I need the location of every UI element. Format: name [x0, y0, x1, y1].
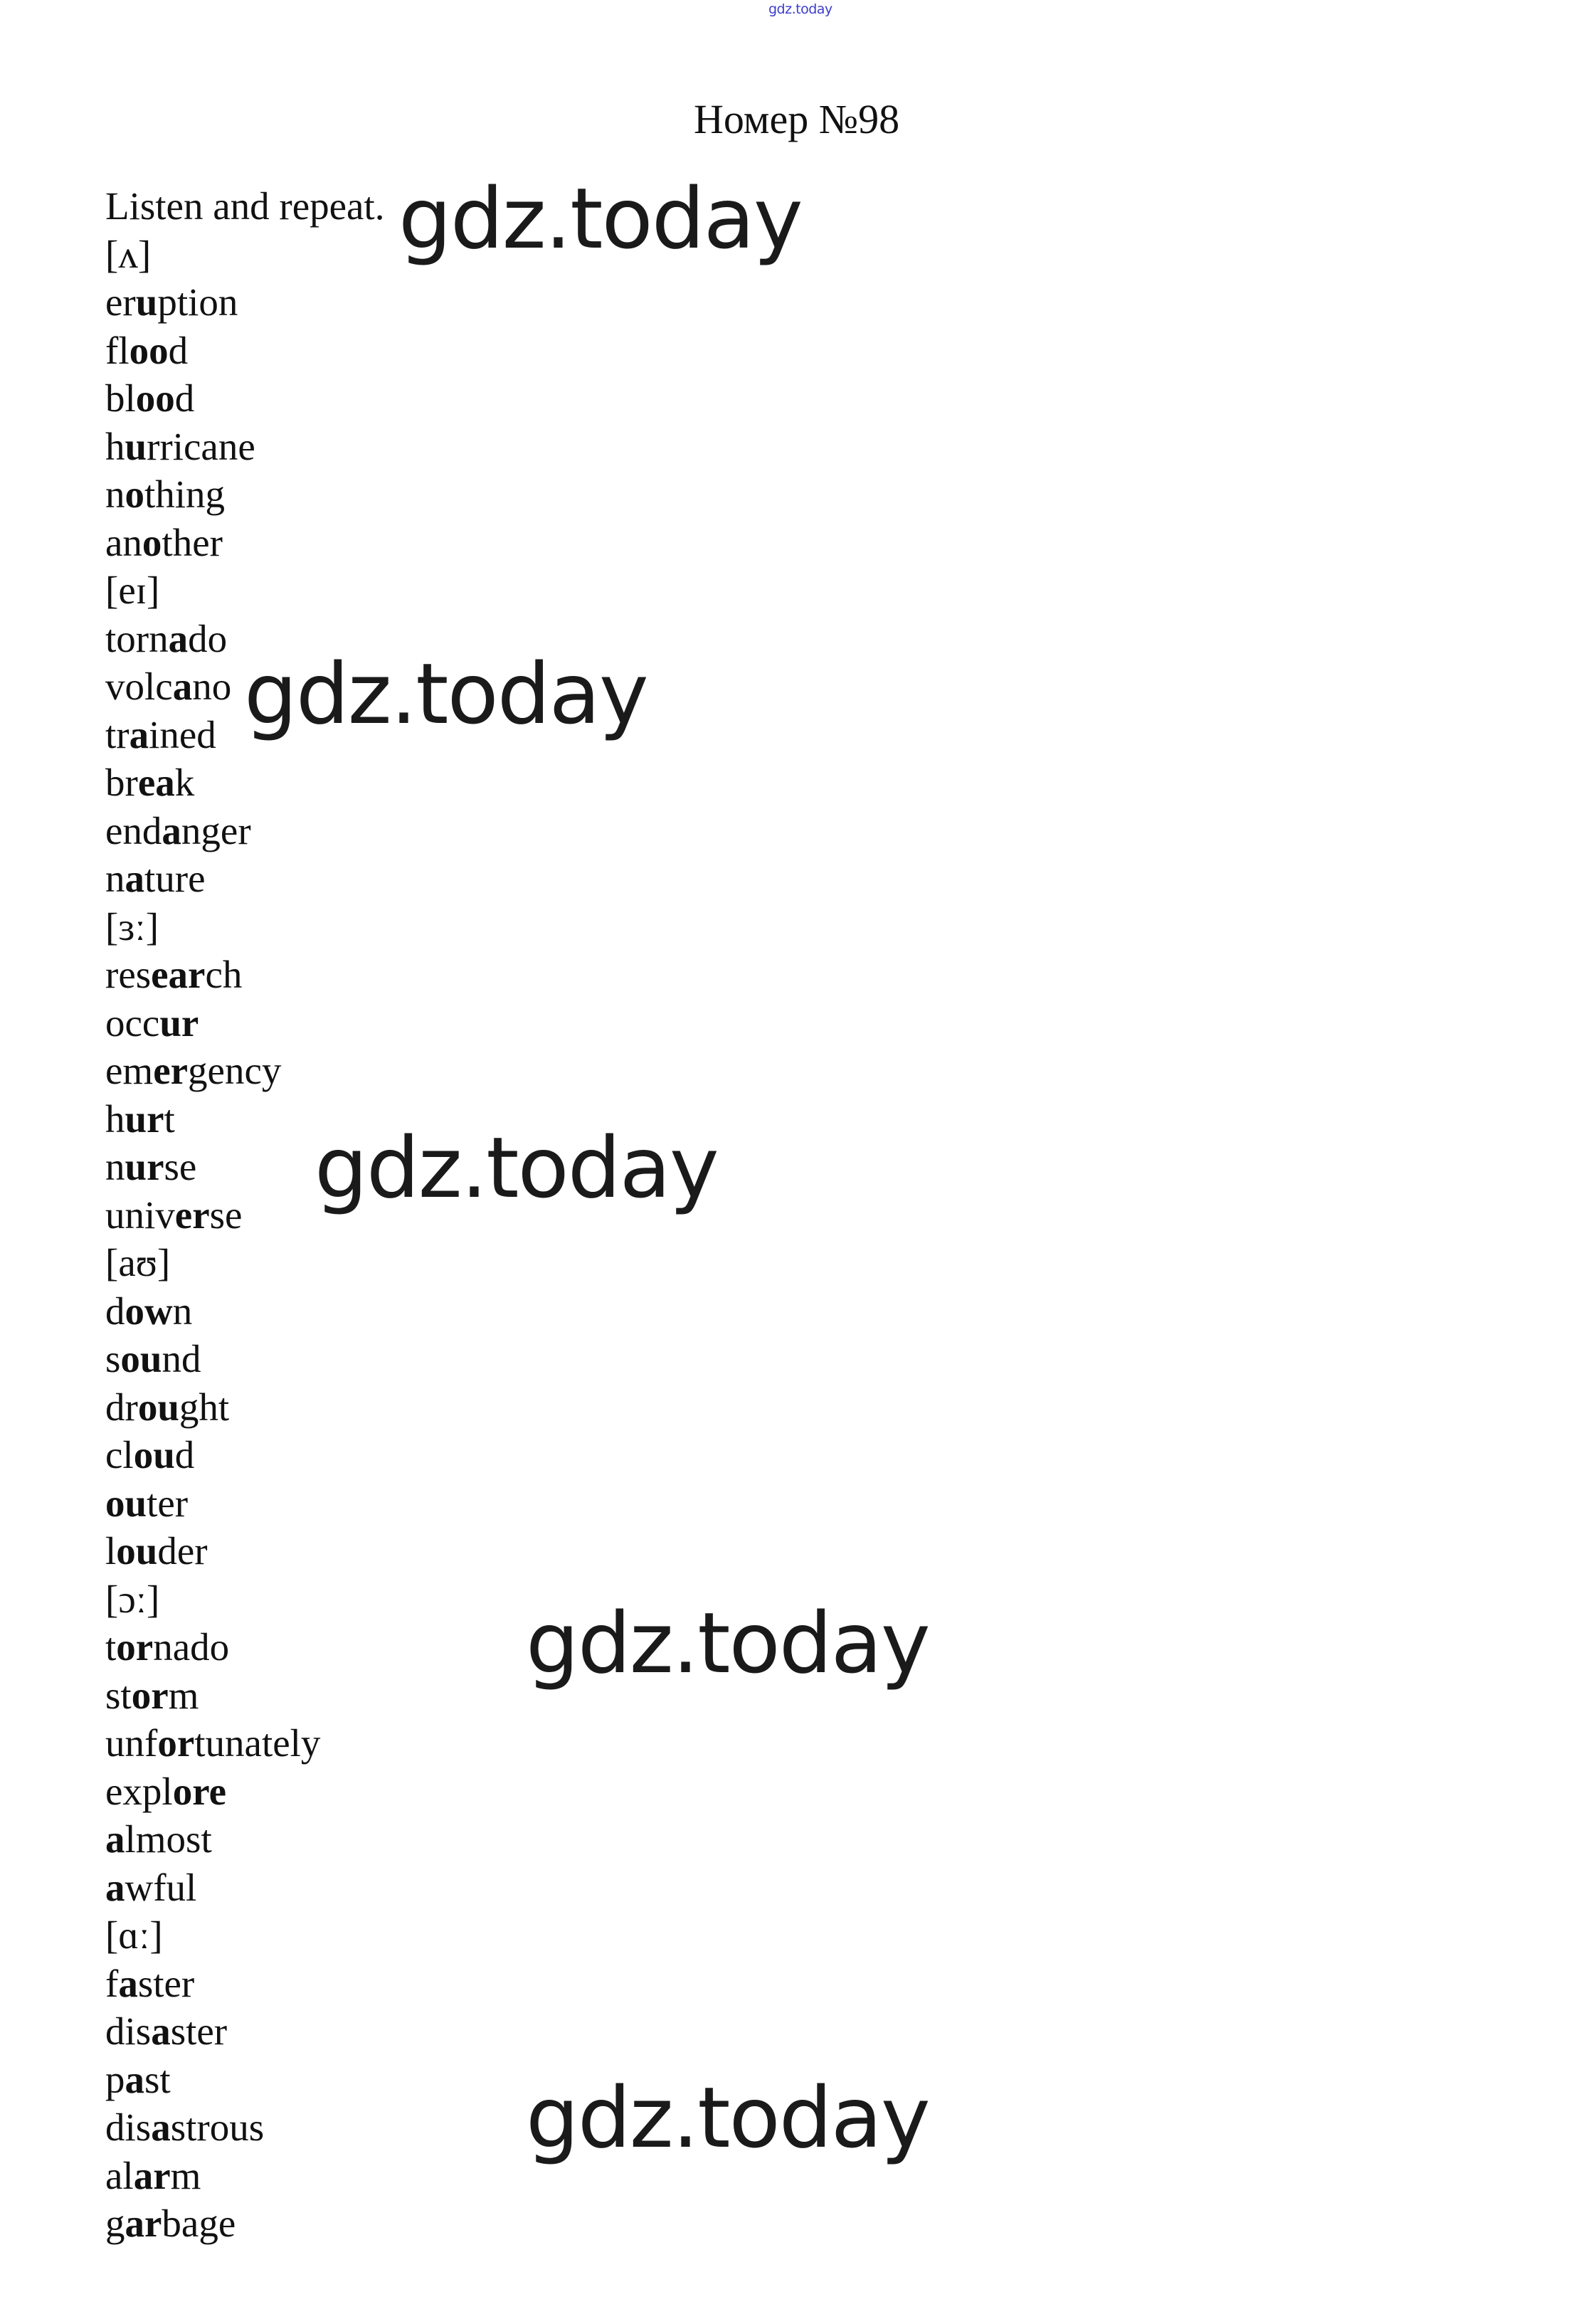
word-part: Listen and repeat. [105, 184, 385, 228]
word-part: [ɔː] [105, 1577, 160, 1621]
highlighted-letters: a [151, 2009, 171, 2053]
word-part: wful [125, 1865, 197, 1909]
word-part: [aʊ] [105, 1241, 171, 1284]
sound-heading [105, 903, 384, 951]
list-item [105, 1623, 384, 1671]
word-part: ght [179, 1385, 230, 1429]
word-part: ster [170, 2009, 228, 2053]
list-item [105, 1287, 384, 1336]
word-part: dis [105, 2009, 152, 2053]
sound-heading [105, 1239, 384, 1287]
sound-heading [105, 566, 384, 615]
word-part: s [105, 1337, 121, 1380]
highlighted-letters: ou [120, 1337, 162, 1380]
word-part: g [105, 2202, 125, 2245]
sound-heading [105, 1575, 384, 1624]
word-part: k [174, 761, 195, 804]
word-part: gency [188, 1049, 282, 1092]
list-item [105, 1815, 384, 1864]
word-part: fl [105, 328, 130, 372]
word-part: f [105, 1961, 119, 2005]
word-part: bage [162, 2202, 236, 2245]
highlighted-letters: ur [159, 1000, 199, 1045]
word-part: d [174, 376, 195, 420]
word-part: se [164, 1145, 197, 1188]
list-item [105, 2056, 384, 2104]
word-part: rricane [147, 424, 255, 468]
word-part: tunately [194, 1721, 321, 1765]
list-item [105, 2199, 384, 2248]
word-part: nger [181, 808, 251, 852]
highlighted-letters: a [168, 616, 189, 660]
highlighted-letters: ou [133, 1433, 175, 1476]
word-part: cl [105, 1433, 134, 1476]
word-part: [ɜː] [105, 904, 159, 948]
word-part: tr [105, 712, 130, 756]
highlighted-letters: u [135, 280, 158, 324]
word-part: do [188, 616, 228, 660]
word-part: der [157, 1529, 208, 1573]
highlighted-letters: o [125, 472, 144, 516]
highlighted-letters: ear [151, 953, 206, 996]
word-part: strous [170, 2105, 265, 2149]
list-item [105, 1864, 384, 1912]
highlighted-letters: or [131, 1673, 169, 1717]
highlighted-letters: er [174, 1193, 210, 1237]
word-part: torn [105, 616, 169, 660]
word-part: volc [105, 665, 173, 708]
word-part: n [172, 1289, 193, 1333]
highlighted-letters: er [153, 1049, 189, 1092]
word-part: ture [144, 857, 206, 900]
word-part: ined [149, 712, 216, 756]
word-part: nd [162, 1337, 201, 1380]
word-part: st [144, 2057, 171, 2101]
highlighted-letters: ou [137, 1385, 179, 1429]
word-part: end [105, 808, 162, 852]
word-part: unf [105, 1721, 158, 1765]
word-part: ch [205, 953, 243, 996]
word-part: se [209, 1193, 243, 1237]
list-item [105, 951, 384, 999]
sound-heading [105, 1911, 384, 1960]
highlighted-letters: ou [105, 1481, 147, 1525]
highlighted-letters: a [105, 1817, 125, 1861]
highlighted-letters: a [151, 2105, 171, 2149]
word-part: h [105, 424, 125, 468]
highlighted-letters: ur [125, 1096, 164, 1141]
word-part: m [170, 2153, 201, 2197]
word-part: nado [153, 1625, 230, 1669]
list-item [105, 2007, 384, 2056]
word-part: em [105, 1049, 154, 1092]
list-item [105, 1527, 384, 1575]
list-item [105, 2103, 384, 2152]
highlighted-letters: ou [116, 1529, 158, 1573]
highlighted-letters: ar [125, 2202, 162, 2245]
list-item [105, 759, 384, 807]
highlighted-letters: a [118, 1961, 138, 2005]
word-part: dr [105, 1385, 138, 1429]
word-part: dis [105, 2105, 152, 2149]
word-part: t [164, 1096, 175, 1141]
list-item [105, 374, 384, 423]
word-part: er [105, 280, 136, 324]
word-part: n [105, 472, 125, 516]
highlighted-letters: ar [133, 2153, 171, 2197]
word-part: [eɪ] [105, 569, 160, 612]
highlighted-letters: a [172, 665, 193, 708]
list-item [105, 423, 384, 471]
instruction-text [105, 182, 384, 231]
list-item [105, 1431, 384, 1479]
watermark: gdz.today [526, 2068, 929, 2167]
word-part: ster [137, 1961, 195, 2005]
highlighted-letters: ea [137, 761, 175, 804]
highlighted-letters: o [142, 520, 162, 564]
word-part: expl [105, 1769, 173, 1813]
highlighted-letters: oo [135, 376, 175, 420]
highlighted-letters: or [116, 1625, 154, 1669]
word-part: no [192, 665, 232, 708]
word-part: p [105, 2057, 125, 2101]
highlighted-letters: a [125, 857, 144, 900]
word-part: thing [144, 472, 226, 516]
word-part: al [105, 2153, 134, 2197]
watermark: gdz.today [244, 645, 648, 743]
word-part: ption [157, 280, 238, 324]
list-item [105, 519, 384, 567]
word-part: ther [162, 520, 223, 564]
highlighted-letters: a [129, 712, 149, 756]
highlighted-letters: a [125, 2057, 144, 2101]
highlighted-letters: ore [172, 1769, 227, 1813]
list-item [105, 1479, 384, 1528]
list-item [105, 807, 384, 855]
word-part: t [105, 1625, 117, 1669]
word-part: res [105, 953, 152, 996]
list-item [105, 855, 384, 903]
word-part: univ [105, 1193, 175, 1237]
list-item [105, 1335, 384, 1383]
word-part: d [168, 328, 189, 372]
list-item [105, 999, 384, 1047]
word-part: st [105, 1673, 132, 1717]
highlighted-letters: a [105, 1865, 125, 1909]
word-part: d [105, 1289, 125, 1333]
list-item [105, 278, 384, 327]
highlighted-letters: ur [125, 1145, 164, 1188]
watermark: gdz.today [526, 1594, 929, 1692]
word-part: n [105, 1145, 125, 1188]
list-item [105, 2152, 384, 2200]
highlighted-letters: ow [125, 1289, 173, 1333]
list-item [105, 1719, 384, 1767]
page-title: Номер №98 [694, 96, 900, 142]
highlighted-letters: or [157, 1721, 195, 1765]
word-part: an [105, 520, 142, 564]
word-part: d [174, 1433, 195, 1476]
word-part: l [105, 1529, 117, 1573]
list-item [105, 470, 384, 519]
top-watermark: gdz.today [768, 1, 833, 17]
watermark: gdz.today [315, 1119, 718, 1217]
list-item [105, 327, 384, 375]
highlighted-letters: oo [129, 328, 169, 372]
list-item [105, 1767, 384, 1816]
highlighted-letters: a [162, 808, 181, 852]
sound-heading [105, 231, 384, 279]
highlighted-letters: u [125, 424, 147, 468]
word-part: h [105, 1096, 125, 1141]
word-part: [ɑː] [105, 1913, 163, 1957]
word-part: ter [147, 1481, 189, 1525]
word-part: br [105, 761, 138, 804]
list-item [105, 1671, 384, 1720]
list-item [105, 1047, 384, 1095]
list-item [105, 1383, 384, 1432]
word-part: m [168, 1673, 199, 1717]
word-part: occ [105, 1000, 160, 1045]
watermark: gdz.today [398, 169, 802, 268]
list-item [105, 1960, 384, 2008]
word-part: bl [105, 376, 136, 420]
word-part: [ʌ] [105, 232, 152, 276]
word-part: n [105, 857, 125, 900]
word-part: lmost [125, 1817, 212, 1861]
